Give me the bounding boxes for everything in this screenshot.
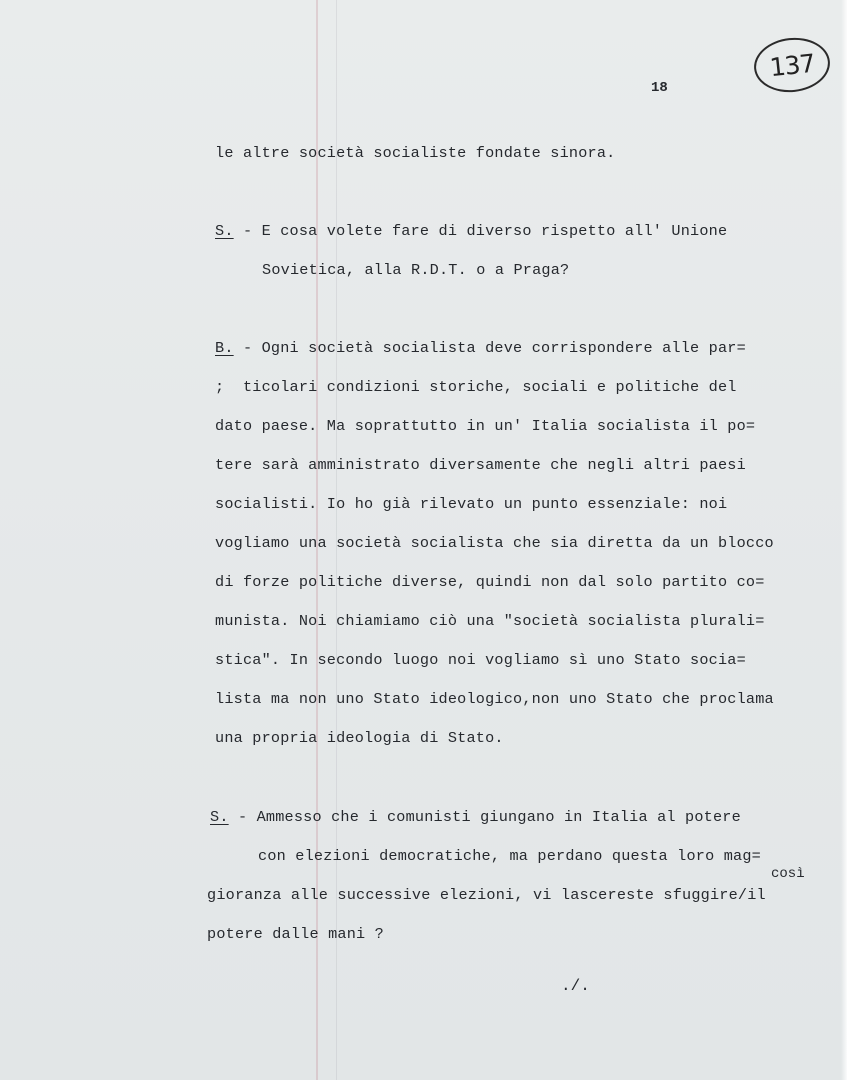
folio-number-circled: 137 — [751, 34, 832, 96]
text-line-2: S. - E cosa volete fare di diverso rispetto all' Unione — [215, 222, 728, 240]
text-line-10: di forze politiche diverse, quindi non dal solo partito co= — [215, 573, 765, 591]
text-line-13: lista ma non uno Stato ideologico,non uno Stato che proclama — [215, 690, 774, 708]
text-line-1: le altre società socialiste fondate sinora. — [215, 144, 616, 162]
page-number: 18 — [651, 80, 668, 96]
text-line-8: socialisti. Io ho già rilevato un punto essenziale: noi — [215, 495, 728, 513]
page-edge — [841, 0, 847, 1080]
text-line-16: con elezioni democratiche, ma perdano questa loro mag= — [258, 847, 761, 865]
text-line-4: B. - Ogni società socialista deve corrispondere alle par= — [215, 339, 746, 357]
speaker-marker: S. — [210, 808, 229, 826]
text-line-17: gioranza alle successive elezioni, vi lascereste sfuggire/il — [207, 886, 766, 904]
text-line-15: S. - Ammesso che i comunisti giungano in Italia al potere — [210, 808, 741, 826]
text-line-7: tere sarà amministrato diversamente che negli altri paesi — [215, 456, 746, 474]
text-line-11: munista. Noi chiamiamo ciò una "società socialista plurali= — [215, 612, 765, 630]
text-line-18: potere dalle mani ? — [207, 925, 384, 943]
text-line-3: Sovietica, alla R.D.T. o a Praga? — [262, 261, 570, 279]
handwritten-insertion: così — [771, 866, 805, 882]
text-line-9: vogliamo una società socialista che sia diretta da un blocco — [215, 534, 774, 552]
speaker-marker: S. — [215, 222, 234, 240]
continuation-mark: ./. — [561, 977, 590, 995]
text-line-5: ; ticolari condizioni storiche, sociali e politiche del — [215, 378, 737, 396]
text-line-12: stica". In secondo luogo noi vogliamo sì uno Stato socia= — [215, 651, 746, 669]
speaker-marker: B. — [215, 339, 234, 357]
text-line-14: una propria ideologia di Stato. — [215, 729, 504, 747]
text-line-6: dato paese. Ma soprattutto in un' Italia socialista il po= — [215, 417, 756, 435]
